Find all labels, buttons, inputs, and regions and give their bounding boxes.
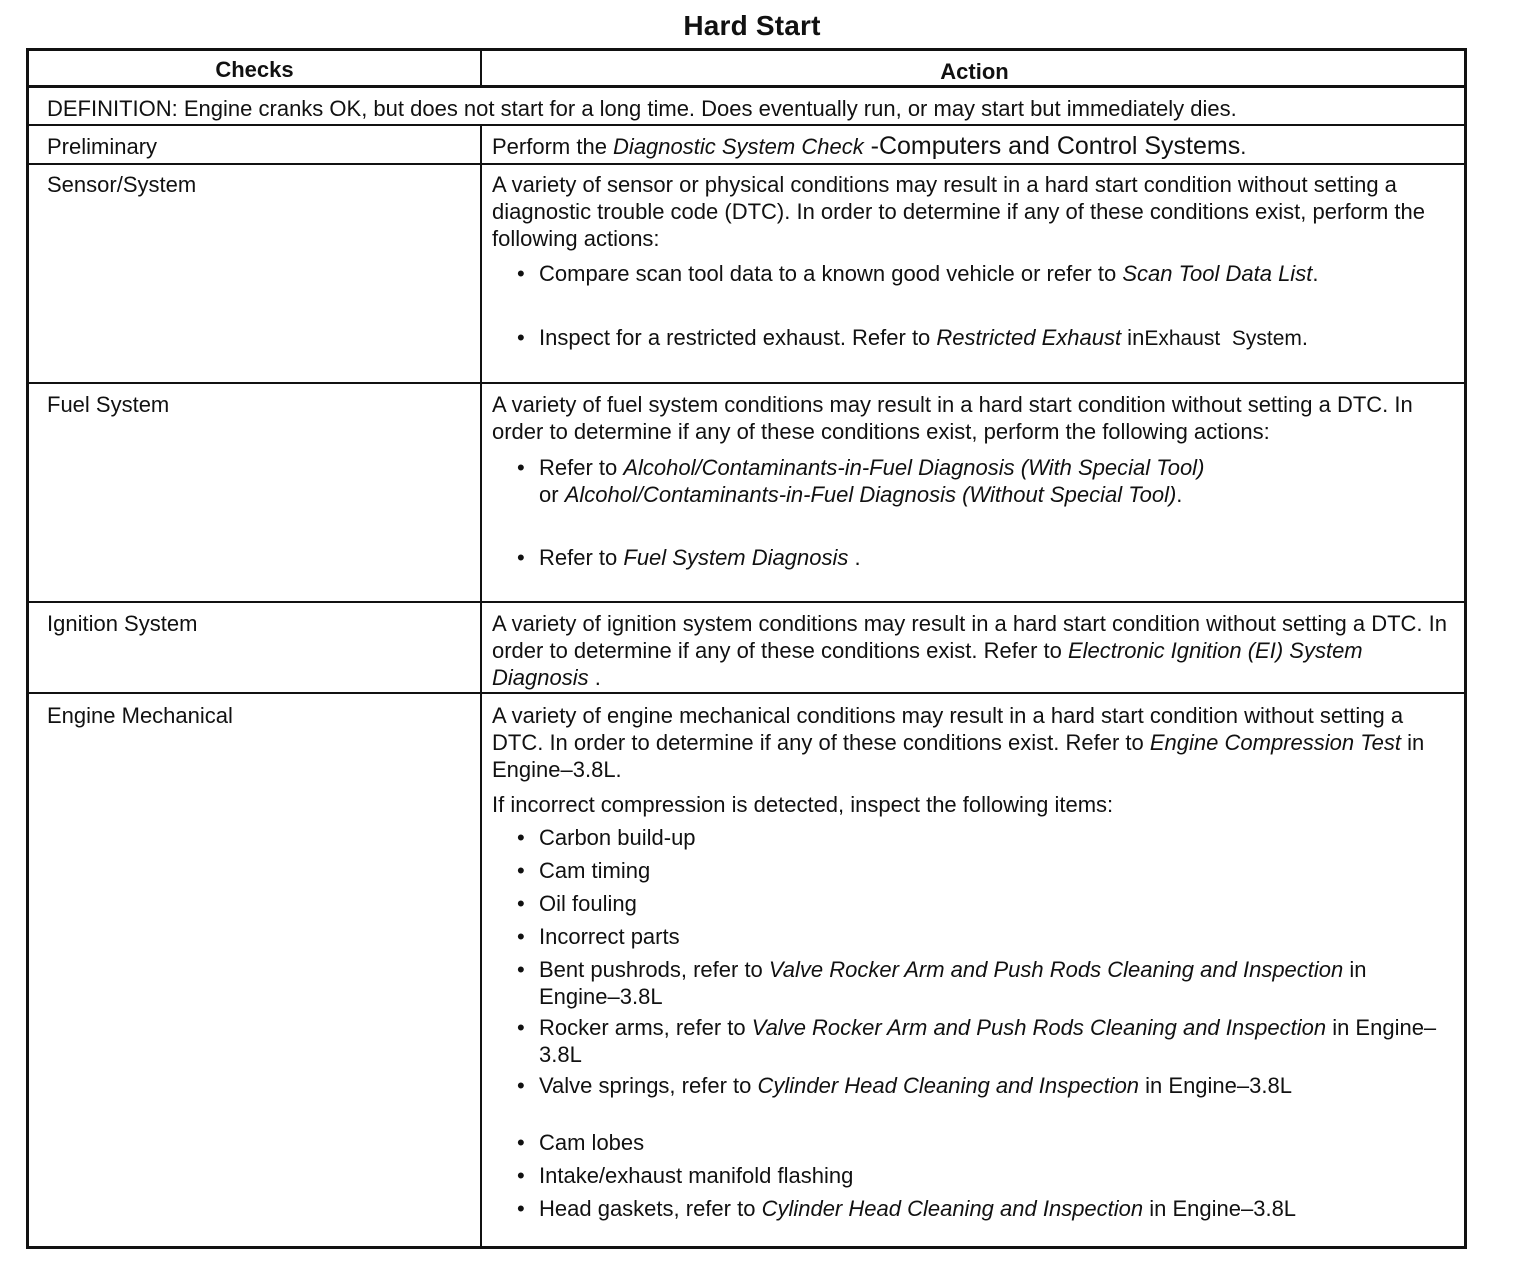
punctuation: . <box>1176 482 1183 507</box>
list-item: • Oil fouling <box>492 890 1452 917</box>
item-text: in <box>1121 325 1145 350</box>
reference-text: in Engine–3.8L <box>1143 1196 1297 1221</box>
fuel-bullets <box>492 454 1452 571</box>
engine-intro <box>492 702 1452 783</box>
action-ignition-system <box>492 610 1452 691</box>
punctuation: . <box>588 665 601 690</box>
engine-compression-test-link: Engine Compression Test <box>1149 730 1401 755</box>
item-text: Valve springs, refer to <box>539 1073 758 1098</box>
valve-rocker-arm-link: Valve Rocker Arm and Push Rods Cleaning and Inspection <box>768 957 1344 982</box>
reference-text: -Computers and Control Systems <box>863 132 1241 160</box>
reference-text: in Engine–3.8L. <box>492 730 1425 782</box>
punctuation: . <box>1240 134 1247 159</box>
list-item: • Carbon build-up <box>492 824 1452 851</box>
reference-text: Exhaust System <box>1144 327 1302 350</box>
item-text: Compare scan tool data to a known good vehicle or refer to <box>539 261 1123 286</box>
check-ignition-system: Ignition System <box>47 611 198 636</box>
punctuation: . <box>1301 325 1308 350</box>
action-preliminary <box>492 133 1452 160</box>
engine-bullets <box>492 824 1452 1222</box>
list-item: • Incorrect parts <box>492 923 1452 950</box>
cylinder-head-link: Cylinder Head Cleaning and Inspection <box>761 1196 1144 1221</box>
list-item: • Cam timing <box>492 857 1452 884</box>
definition-divider <box>29 124 1464 126</box>
check-engine-mechanical: Engine Mechanical <box>47 703 233 728</box>
header-divider <box>29 85 1464 88</box>
item-text: Refer to <box>539 455 624 480</box>
item-text: Bent pushrods, refer to <box>539 957 769 982</box>
item-text: Head gaskets, refer to <box>539 1196 762 1221</box>
item-text: or <box>539 482 565 507</box>
action-sensor-system <box>492 171 1452 352</box>
check-preliminary: Preliminary <box>47 134 158 159</box>
row-divider <box>29 692 1464 694</box>
column-divider <box>480 125 482 1249</box>
check-sensor-system: Sensor/System <box>47 172 197 197</box>
list-item <box>492 956 1452 1010</box>
list-item <box>492 454 1452 508</box>
cylinder-head-link: Cylinder Head Cleaning and Inspection <box>757 1073 1140 1098</box>
reference-text: in Engine–3.8L <box>539 1015 1437 1067</box>
restricted-exhaust-link: Restricted Exhaust <box>936 325 1122 350</box>
fuel-system-diagnosis-link: Fuel System Diagnosis <box>623 545 849 570</box>
checks-header: Checks <box>215 57 294 82</box>
item-text: Rocker arms, refer to <box>539 1015 752 1040</box>
fuel-intro: A variety of fuel system conditions may result in a hard start condition without setting a DTC. In order to determine if any of these conditions exist, perform the following actions: <box>492 392 1413 444</box>
sensor-bullets <box>492 260 1452 352</box>
hard-start-table <box>26 48 1467 1249</box>
punctuation: . <box>848 545 861 570</box>
action-header: Action <box>940 59 1009 84</box>
valve-rocker-arm-link: Valve Rocker Arm and Push Rods Cleaning and Inspection <box>751 1015 1327 1040</box>
definition-text: DEFINITION: Engine cranks OK, but does not start for a long time. Does eventually run, or may start but immediately dies. <box>47 96 1237 121</box>
item-text: Refer to <box>539 545 624 570</box>
item-text: Inspect for a restricted exhaust. Refer to <box>539 325 937 350</box>
list-item <box>492 1195 1452 1222</box>
action-engine-mechanical <box>492 702 1452 1222</box>
alcohol-with-tool-link: Alcohol/Contaminants-in-Fuel Diagnosis (With Special Tool) <box>623 455 1205 480</box>
list-item <box>492 1014 1452 1068</box>
alcohol-without-tool-link: Alcohol/Contaminants-in-Fuel Diagnosis (Without Special Tool) <box>564 482 1177 507</box>
action-text: Perform the <box>492 134 614 159</box>
list-item: • Cam lobes <box>492 1129 1452 1156</box>
list-item <box>492 260 1452 287</box>
list-item <box>492 1072 1452 1099</box>
ei-system-diagnosis-link: Electronic Ignition (EI) System Diagnosis <box>492 638 1363 690</box>
reference-text: in Engine–3.8L <box>1139 1073 1292 1098</box>
list-item: • Intake/exhaust manifold flashing <box>492 1162 1452 1189</box>
diagnostic-system-check-link: Diagnostic System Check <box>613 134 864 159</box>
ignition-intro: A variety of ignition system conditions may result in a hard start condition without setting a DTC. In order to determine if any of these conditions exist. Refer to <box>492 611 1448 663</box>
list-item <box>492 544 1452 571</box>
list-item <box>492 324 1452 352</box>
row-divider <box>29 382 1464 384</box>
check-fuel-system: Fuel System <box>47 392 170 417</box>
reference-text: in Engine–3.8L <box>539 957 1367 1009</box>
engine-compression-note: If incorrect compression is detected, inspect the following items: <box>492 792 1114 817</box>
intro-text: A variety of engine mechanical conditions may result in a hard start condition without setting a DTC. In order to determine if any of these conditions exist. Refer to <box>492 703 1404 755</box>
punctuation: . <box>1312 261 1319 286</box>
row-divider <box>29 601 1464 603</box>
sensor-intro: A variety of sensor or physical conditions may result in a hard start condition without setting a diagnostic trouble code (DTC). In order to determine if any of these conditions exist, perform the following actions: <box>492 172 1426 251</box>
scan-tool-data-list-link: Scan Tool Data List <box>1122 261 1313 286</box>
action-fuel-system <box>492 391 1452 571</box>
page-title: Hard Start <box>683 10 821 41</box>
row-divider <box>29 163 1464 165</box>
